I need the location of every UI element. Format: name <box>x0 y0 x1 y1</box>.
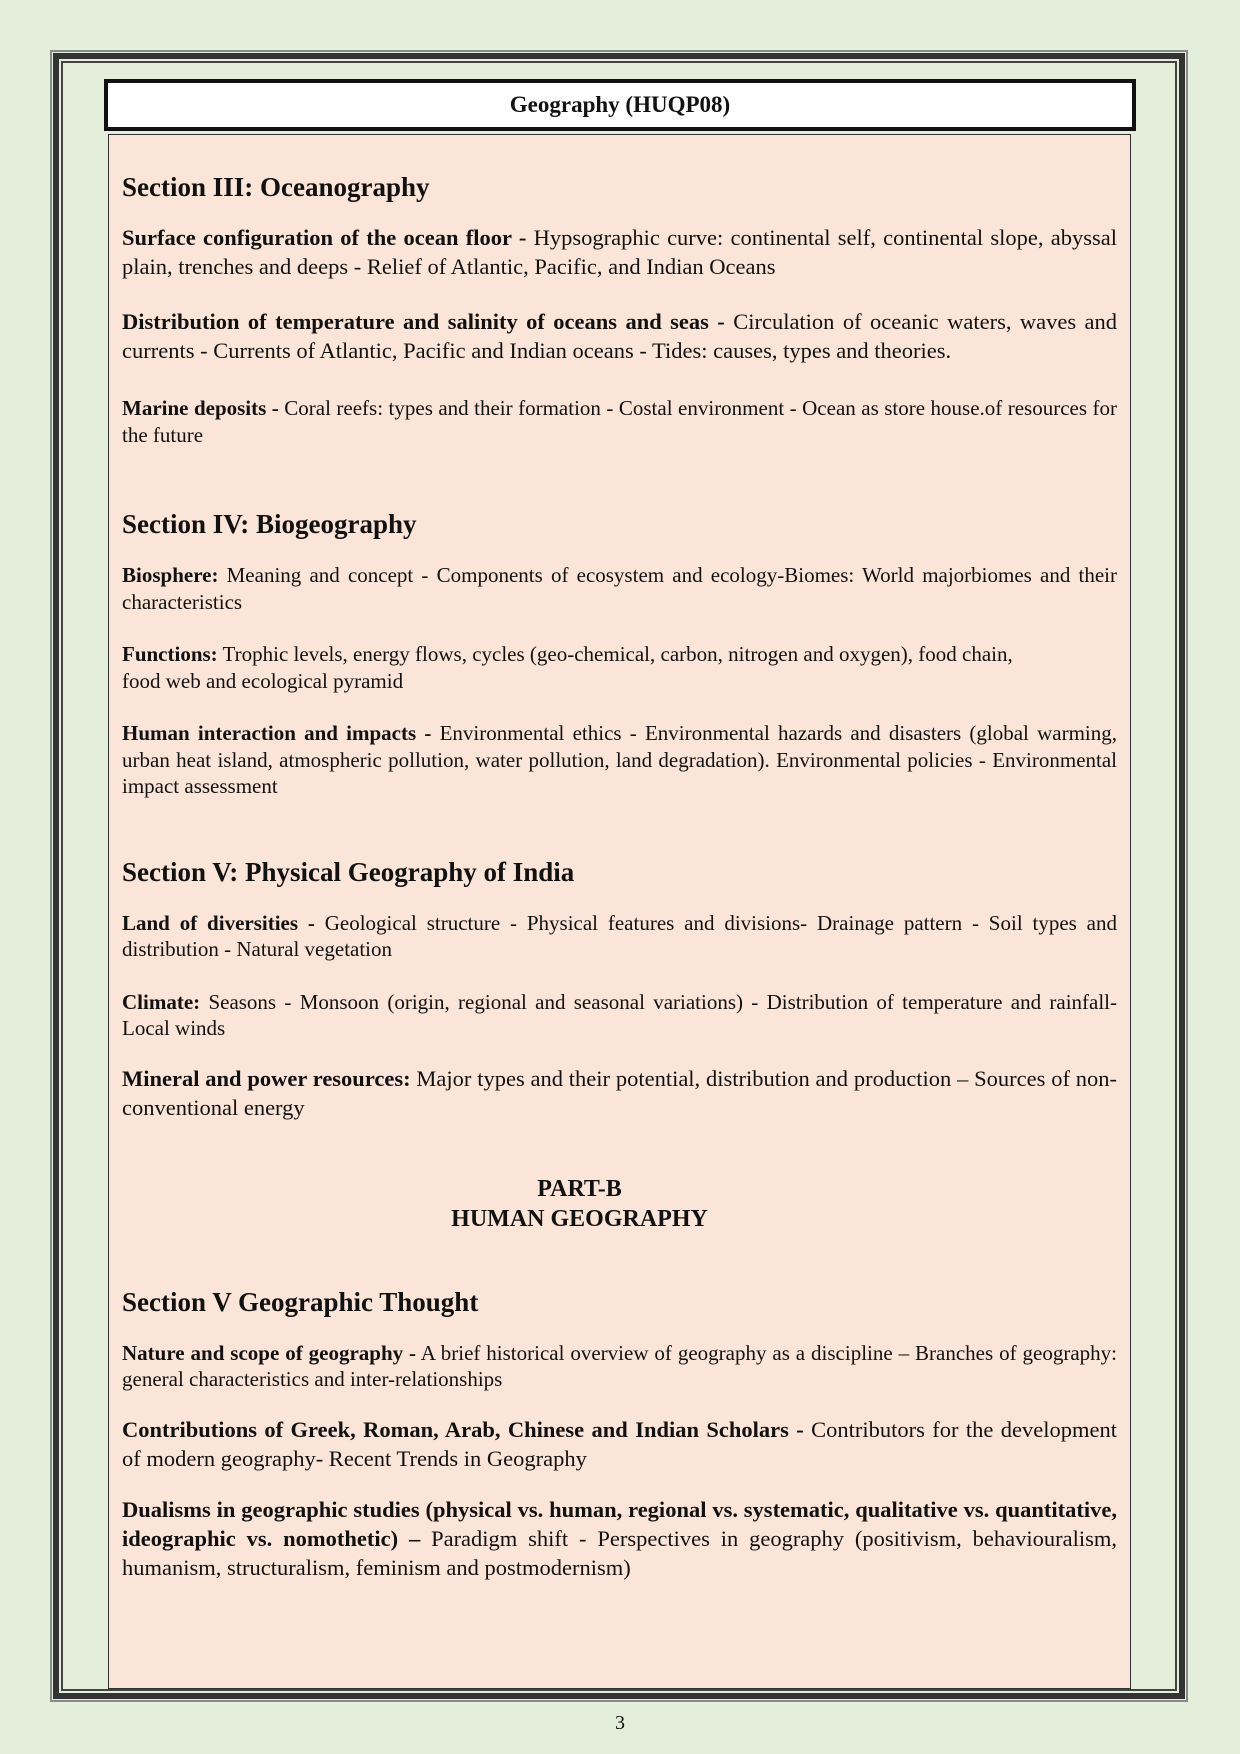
topic-text: Circulation of oceanic waters, waves and currents - Currents of Atlantic, Pacific and Indian oceans - Tides: causes, types and theories. <box>122 309 1117 363</box>
syllabus-content <box>108 134 1131 1689</box>
part-heading <box>122 1174 1117 1234</box>
topic-title: Dualisms in geographic studies (physical vs. human, regional vs. systematic, qualitative vs. quantitative, ideographic vs. nomothetic) – <box>122 1496 1117 1551</box>
topic-title: Functions: <box>122 642 218 666</box>
part-label: PART-B <box>537 1175 622 1202</box>
section-heading-geographic-thought: Section V Geographic Thought <box>122 1286 479 1317</box>
topic-text: Contributors for the development of modern geography- Recent Trends in Geography <box>122 1416 1117 1471</box>
topic-text: Paradigm shift - Perspectives in geography (positivism, behaviouralism, humanism, structuralism, feminism and postmodernism) <box>122 1525 1117 1580</box>
topic-paragraph <box>122 307 1117 365</box>
topic-paragraph <box>122 1340 1117 1393</box>
topic-title: Biosphere: <box>122 563 219 587</box>
topic-title: Climate: <box>122 989 201 1014</box>
section-heading-biogeography: Section IV: Biogeography <box>122 509 417 539</box>
topic-paragraph <box>122 1415 1117 1473</box>
topic-title: Human interaction and impacts - <box>122 721 432 745</box>
page-number: 3 <box>615 1712 625 1734</box>
topic-text: Seasons - Monsoon (origin, regional and seasonal variations) - Distribution of temperature and rainfall- Local winds <box>122 989 1117 1040</box>
part-title: HUMAN GEOGRAPHY <box>451 1205 708 1232</box>
topic-text: Meaning and concept - Components of ecosystem and ecology-Biomes: World majorbiomes and their characteristics <box>122 563 1117 614</box>
topic-title: Nature and scope of geography - <box>122 1340 417 1365</box>
topic-paragraph <box>122 910 1117 963</box>
topic-title: Mineral and power resources: <box>122 1065 411 1091</box>
topic-text: Major types and their potential, distribution and production – Sources of non-conventional energy <box>122 1065 1117 1120</box>
document-title: Geography (HUQP08) <box>509 92 731 117</box>
section-heading-oceanography: Section III: Oceanography <box>122 172 430 202</box>
topic-paragraph <box>122 223 1117 281</box>
topic-text: Hypsographic curve: continental self, continental slope, abyssal plain, trenches and deeps - Relief of Atlantic, Pacific, and Indian Oceans <box>122 225 1117 279</box>
topic-text: Geological structure - Physical features and divisions- Drainage pattern - Soil types and distribution - Natural vegetation <box>122 910 1117 961</box>
topic-title: Distribution of temperature and salinity of oceans and seas - <box>122 309 725 334</box>
topic-text: A brief historical overview of geography as a discipline – Branches of geography: general characteristics and inter-relationships <box>122 1340 1117 1391</box>
topic-paragraph <box>122 989 1117 1042</box>
topic-title: Surface configuration of the ocean floor - <box>122 225 527 250</box>
topic-title: Marine deposits - <box>122 396 279 420</box>
document-title-box <box>104 79 1136 131</box>
topic-text: Environmental ethics - Environmental hazards and disasters (global warming, urban heat island, atmospheric pollution, water pollution, land degradation). Environmental policies - Environmental impact assessment <box>122 721 1117 798</box>
topic-title: Contributions of Greek, Roman, Arab, Chinese and Indian Scholars - <box>122 1416 804 1442</box>
topic-paragraph <box>122 720 1117 800</box>
topic-paragraph <box>122 641 1117 694</box>
topic-paragraph <box>122 1064 1117 1122</box>
topic-paragraph <box>122 562 1117 615</box>
topic-paragraph <box>122 395 1117 448</box>
section-heading-physical-geography-india: Section V: Physical Geography of India <box>122 856 575 887</box>
topic-text: Coral reefs: types and their formation - Costal environment - Ocean as store house.of resources for the future <box>122 396 1118 447</box>
topic-title: Land of diversities - <box>122 910 315 935</box>
topic-text: Trophic levels, energy flows, cycles (geo-chemical, carbon, nitrogen and oxygen), food chain, food web and ecological pyramid <box>122 642 1013 693</box>
topic-paragraph <box>122 1495 1117 1582</box>
